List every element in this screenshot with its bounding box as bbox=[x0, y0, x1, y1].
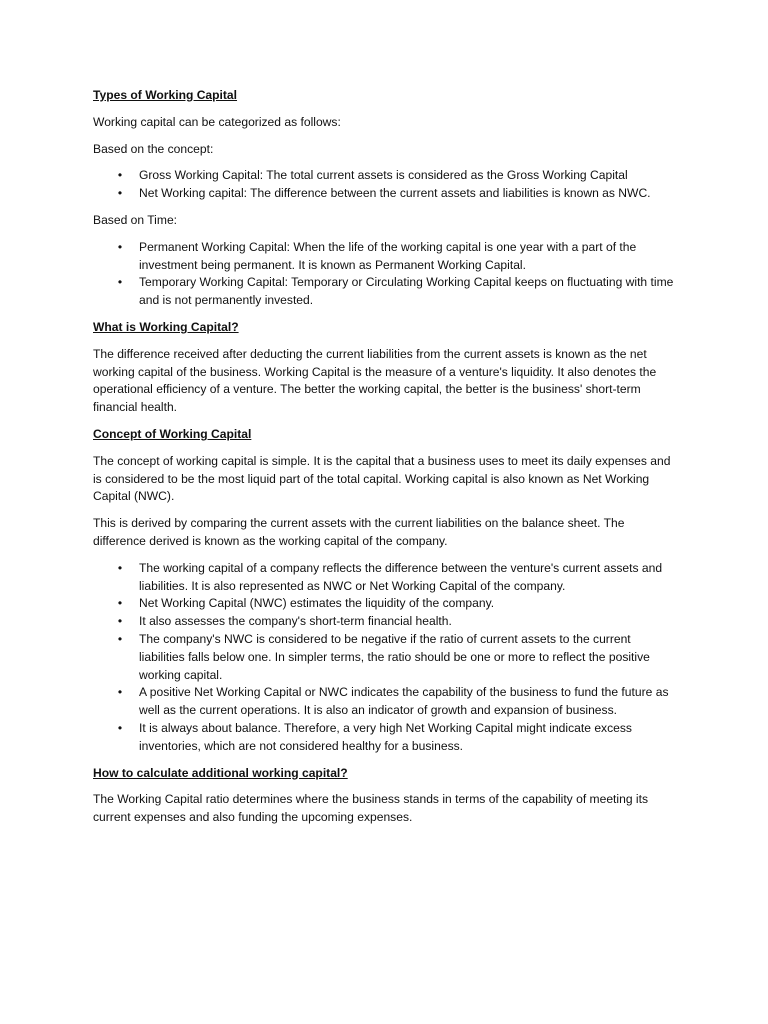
time-list bbox=[93, 239, 678, 310]
list-item-text: Net Working capital: The difference between the current assets and liabilities is known as NWC. bbox=[139, 186, 651, 201]
intro-paragraph: Working capital can be categorized as follows: bbox=[93, 114, 341, 129]
concept-bullet-list bbox=[93, 560, 678, 756]
bullet-icon: • bbox=[117, 560, 123, 575]
list-item bbox=[93, 239, 678, 275]
list-item bbox=[93, 167, 678, 185]
heading-what-is-working-capital: What is Working Capital? bbox=[93, 319, 239, 334]
concept-paragraph-1: The concept of working capital is simple. It is the capital that a business uses to meet its daily expenses and is considered to be the most liquid part of the total capital. Working capital is also known as Net Working Capital (NWC). bbox=[93, 453, 671, 504]
bullet-icon: • bbox=[117, 614, 123, 629]
list-item-text: The working capital of a company reflects the difference between the venture's current assets and liabilities. It is also represented as NWC or Net Working Capital of the company. bbox=[139, 560, 663, 593]
list-item-text: Permanent Working Capital: When the life of the working capital is one year with a part of the investment being permanent. It is known as Permanent Working Capital. bbox=[139, 239, 637, 272]
concept-label: Based on the concept: bbox=[93, 141, 214, 156]
bullet-icon: • bbox=[117, 720, 123, 735]
list-item-text: A positive Net Working Capital or NWC indicates the capability of the business to fund the future as well as the current operations. It is also an indicator of growth and expansion of business. bbox=[139, 685, 669, 718]
time-label: Based on Time: bbox=[93, 212, 178, 227]
heading-how-to-calculate: How to calculate additional working capital? bbox=[93, 765, 348, 780]
list-item bbox=[93, 684, 678, 720]
list-item-text: Temporary Working Capital: Temporary or Circulating Working Capital keeps on fluctuating with time and is not permanently invested. bbox=[139, 275, 674, 308]
heading-concept-of-working-capital: Concept of Working Capital bbox=[93, 426, 252, 441]
bullet-icon: • bbox=[117, 631, 123, 646]
list-item-text: Net Working Capital (NWC) estimates the liquidity of the company. bbox=[139, 596, 495, 611]
bullet-icon: • bbox=[117, 239, 123, 254]
list-item-text: Gross Working Capital: The total current assets is considered as the Gross Working Capital bbox=[139, 168, 628, 183]
list-item bbox=[93, 631, 678, 684]
list-item bbox=[93, 613, 678, 631]
calc-paragraph: The Working Capital ratio determines where the business stands in terms of the capability of meeting its current expenses and also funding the upcoming expenses. bbox=[93, 792, 649, 825]
concept-paragraph-2: This is derived by comparing the current assets with the current liabilities on the balance sheet. The difference derived is known as the working capital of the company. bbox=[93, 516, 625, 548]
concept-list bbox=[93, 167, 678, 203]
bullet-icon: • bbox=[117, 168, 123, 183]
list-item-text: It also assesses the company's short-term financial health. bbox=[139, 614, 452, 629]
heading-types-of-working-capital: Types of Working Capital bbox=[93, 88, 238, 102]
list-item bbox=[93, 185, 678, 203]
list-item bbox=[93, 274, 678, 310]
bullet-icon: • bbox=[117, 596, 123, 611]
list-item bbox=[93, 720, 678, 756]
bullet-icon: • bbox=[117, 275, 123, 290]
list-item-text: It is always about balance. Therefore, a very high Net Working Capital might indicate excess inventories, which are not considered healthy for a business. bbox=[139, 720, 632, 753]
bullet-icon: • bbox=[117, 685, 123, 700]
list-item-text: The company's NWC is considered to be negative if the ratio of current assets to the current liabilities falls below one. In simpler terms, the ratio should be one or more to reflect the positive working capital. bbox=[139, 631, 650, 682]
bullet-icon: • bbox=[117, 186, 123, 201]
what-paragraph: The difference received after deducting the current liabilities from the current assets is known as the net working capital of the business. Working Capital is the measure of a venture's liquidity. It also denotes the operational efficiency of a venture. The better the working capital, the better is the business' short-term financial health. bbox=[93, 346, 657, 415]
document-body bbox=[93, 87, 678, 836]
list-item bbox=[93, 560, 678, 596]
list-item bbox=[93, 595, 678, 613]
